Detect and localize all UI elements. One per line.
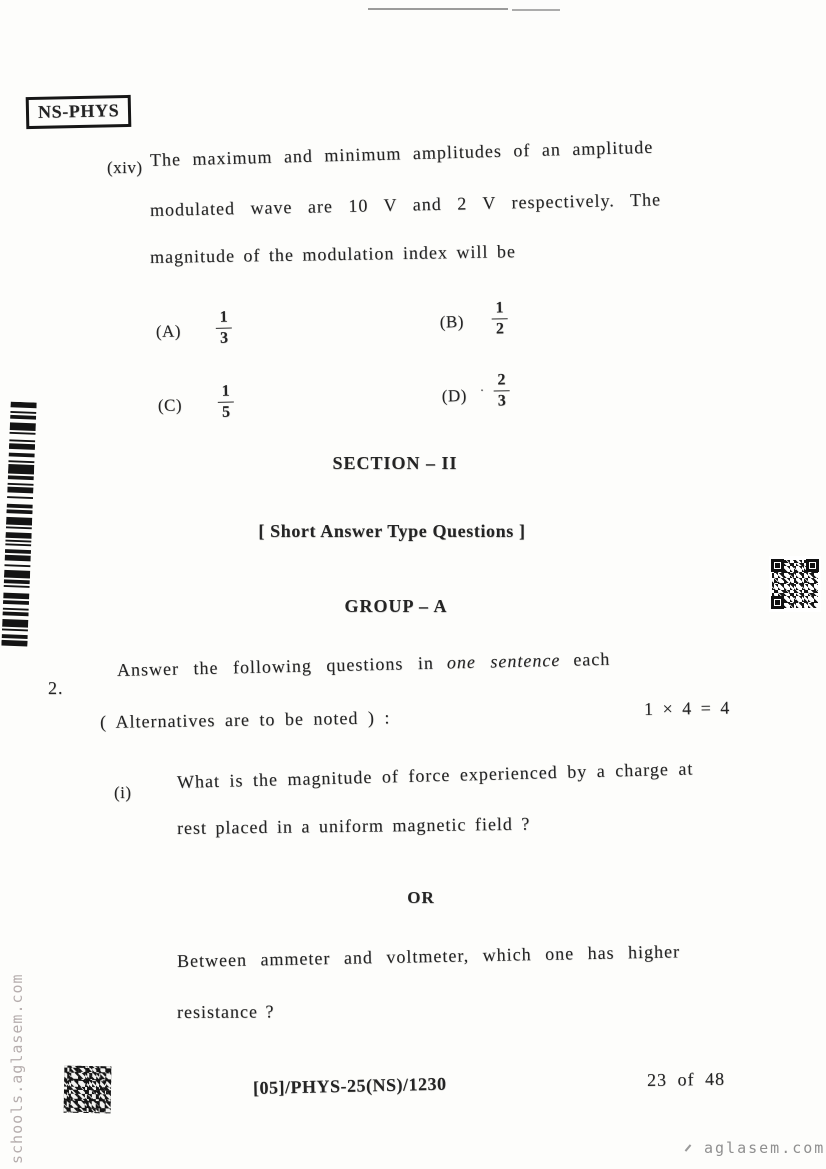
- qr-finder-icon: [806, 559, 819, 572]
- question-xiv-line3: magnitude of the modulation index will be: [149, 241, 517, 267]
- option-a-label: (A): [155, 321, 182, 341]
- sub-question-i-line1: What is the magnitude of force experienced by a charge at: [176, 758, 694, 792]
- question-2-marks: 1 × 4 = 4: [643, 697, 731, 719]
- intro-text-end: each: [573, 648, 611, 670]
- question-2-note: ( Alternatives are to be noted ) :: [99, 707, 391, 732]
- or-separator: OR: [407, 888, 435, 907]
- fraction-denominator: 3: [219, 329, 229, 347]
- paper-code-stamp: NS-PHYS: [26, 95, 132, 129]
- options-row-2: [157, 371, 640, 440]
- group-title: GROUP – A: [344, 596, 448, 616]
- qr-code: [769, 556, 821, 612]
- section-subtitle: [ Short Answer Type Questions ]: [258, 521, 526, 541]
- question-xiv-label: (xiv): [107, 158, 143, 177]
- alt-question-line1: Between ammeter and voltmeter, which one has higher: [176, 941, 681, 971]
- data-matrix-code: [64, 1066, 112, 1114]
- fraction-numerator: 1: [491, 299, 507, 319]
- fraction-denominator: 3: [497, 391, 507, 410]
- scan-artifact-line: [368, 8, 508, 10]
- question-xiv-line2: modulated wave are 10 V and 2 V respectively. The: [149, 189, 662, 220]
- fraction-numerator: 1: [215, 309, 231, 329]
- scan-artifact-line: [512, 9, 560, 11]
- qr-finder-icon: [771, 596, 784, 609]
- qr-finder-icon: [771, 559, 784, 572]
- cursor-artifact: [685, 1144, 692, 1151]
- fraction-numerator: 1: [217, 383, 233, 403]
- question-2-intro: [117, 649, 611, 681]
- fraction-numerator: 2: [493, 371, 509, 391]
- option-b-label: (B): [439, 312, 465, 332]
- sub-question-i-label: (i): [114, 783, 132, 802]
- option-a-value: [215, 309, 232, 347]
- option-d-prefix-dot: ·: [479, 383, 485, 399]
- option-c-label: (C): [157, 395, 183, 415]
- intro-italic-text: one sentence: [446, 649, 561, 673]
- intro-text: Answer the following questions in: [116, 652, 435, 680]
- option-b-value: [491, 299, 508, 337]
- section-title: SECTION – II: [332, 453, 458, 473]
- option-d-value: [493, 371, 510, 409]
- option-c-value: [217, 383, 234, 421]
- alt-question-line2: resistance ?: [176, 1001, 275, 1022]
- bottom-watermark: aglasem.com: [704, 1139, 826, 1157]
- footer-paper-number: [05]/PHYS-25(NS)/1230: [252, 1073, 447, 1098]
- fraction-denominator: 2: [495, 319, 505, 338]
- option-d-label: (D): [441, 386, 468, 406]
- fraction-denominator: 5: [221, 403, 231, 421]
- options-row-1: [155, 301, 636, 366]
- question-2-number: 2.: [48, 678, 64, 698]
- sub-question-i-line2: rest placed in a uniform magnetic field ?: [176, 813, 531, 838]
- side-watermark: schools.aglasem.com: [8, 973, 26, 1164]
- footer-page-indicator: 23 of 48: [646, 1068, 726, 1090]
- question-xiv-line1: The maximum and minimum amplitudes of an amplitude: [149, 136, 654, 170]
